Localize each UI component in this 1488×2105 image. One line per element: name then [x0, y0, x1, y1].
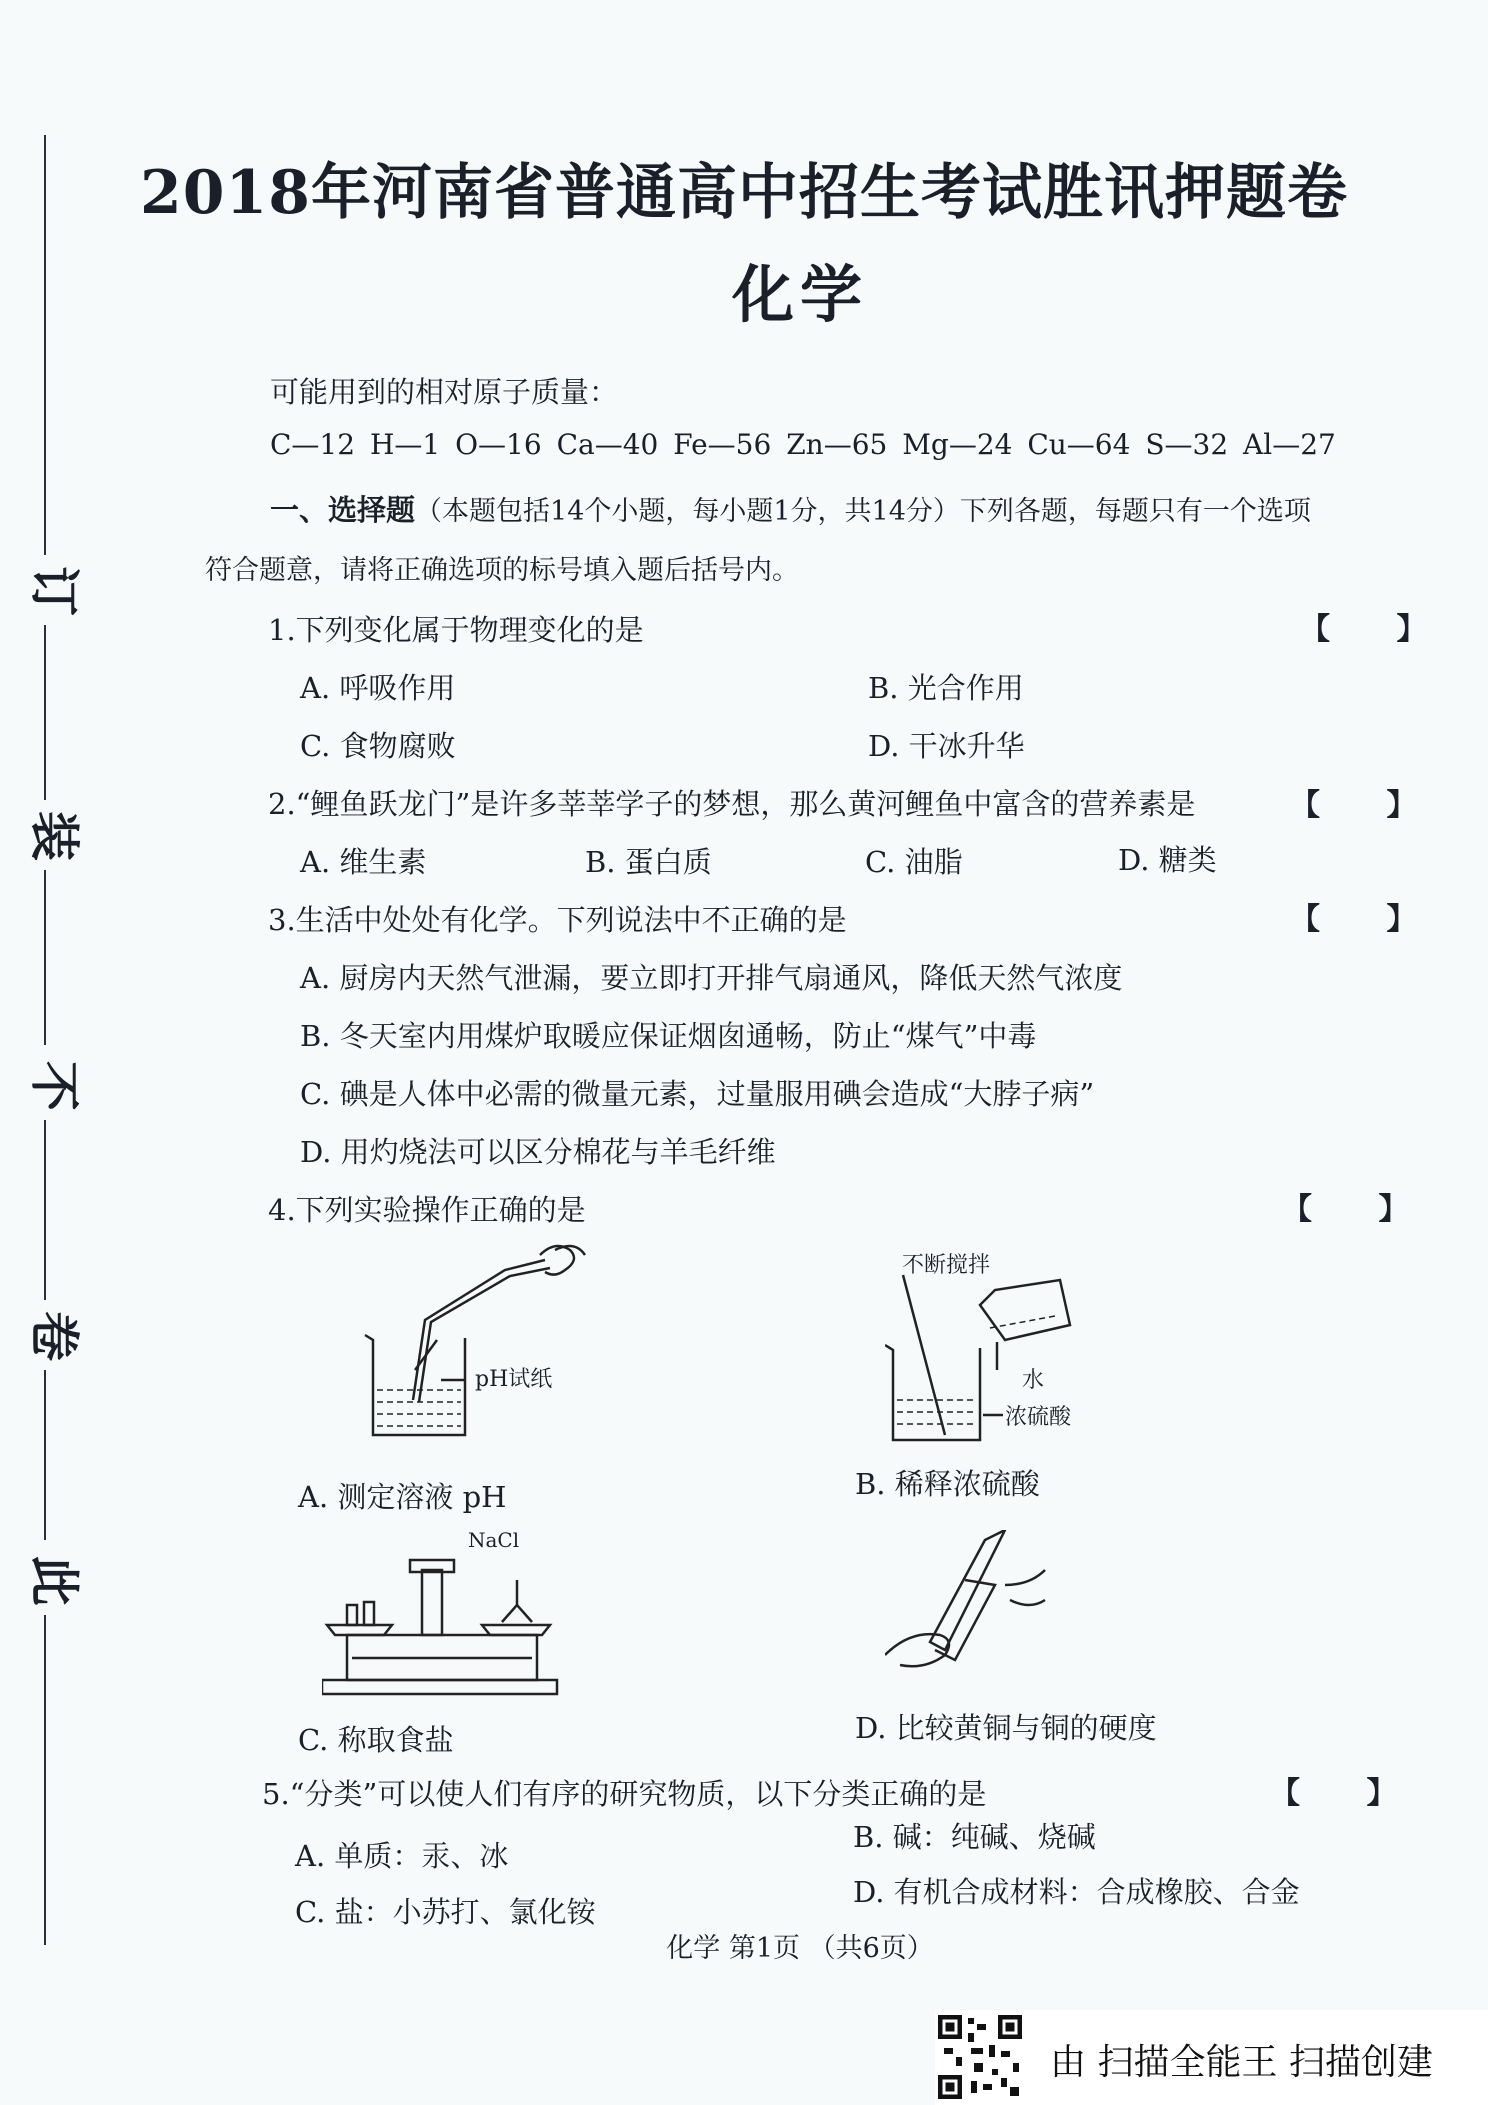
atomic-mass-label: 可能用到的相对原子质量： — [270, 375, 619, 409]
page-footer: 化学 第1页 （共6页） — [666, 1933, 934, 1964]
option-5b: B. 碱：纯碱、烧碱 — [853, 1820, 1096, 1854]
label-nacl: NaCl — [468, 1528, 520, 1552]
binding-char: 卷 — [25, 1311, 84, 1361]
label-ph-paper: pH试纸 — [475, 1367, 553, 1392]
binding-char: 不 — [25, 1061, 84, 1111]
label-water: 水 — [1022, 1368, 1045, 1393]
qr-code-icon — [935, 2012, 1025, 2102]
option-2a: A. 维生素 — [300, 845, 427, 879]
question-4-stem: 4.下列实验操作正确的是 — [268, 1193, 586, 1227]
question-3-stem: 3.生活中处处有化学。下列说法中不正确的是 — [268, 903, 847, 937]
binding-char: 装 — [25, 811, 84, 861]
section-instructions-line2: 符合题意，请将正确选项的标号填入题后括号内。 — [205, 555, 799, 586]
option-2d: D. 糖类 — [1118, 843, 1217, 877]
figure-balance — [322, 1540, 562, 1700]
binding-line — [44, 1370, 46, 1540]
binding-char: 此 — [25, 1556, 84, 1606]
label-acid: 浓硫酸 — [1005, 1405, 1072, 1430]
option-1a: A. 呼吸作用 — [300, 671, 456, 705]
option-1b: B. 光合作用 — [868, 671, 1024, 705]
label-stir: 不断搅拌 — [902, 1253, 991, 1278]
atomic-mass-values: C—12 H—1 O—16 Ca—40 Fe—56 Zn—65 Mg—24 Cu—64 S—32 Al—27 — [270, 428, 1336, 461]
figure-ph-test — [355, 1240, 615, 1455]
question-5-stem: 5.“分类”可以使人们有序的研究物质，以下分类正确的是 — [262, 1777, 987, 1811]
answer-bracket[interactable]: 【 】 — [1300, 612, 1455, 647]
option-4c: C. 称取食盐 — [298, 1723, 454, 1757]
figure-dilute-acid — [885, 1270, 1105, 1450]
binding-char: 订 — [25, 566, 84, 616]
option-3d: D. 用灼烧法可以区分棉花与羊毛纤维 — [300, 1135, 776, 1169]
binding-line — [44, 870, 46, 1045]
question-1-stem: 1.下列变化属于物理变化的是 — [268, 613, 644, 647]
exam-title: 2018年河南省普通高中招生考试胜讯押题卷 — [140, 158, 1348, 228]
option-2b: B. 蛋白质 — [585, 845, 712, 879]
binding-line — [44, 625, 46, 800]
option-4a: A. 测定溶液 pH — [298, 1480, 507, 1514]
answer-bracket[interactable]: 【 】 — [1270, 1776, 1425, 1811]
question-2-stem: 2.“鲤鱼跃龙门”是许多莘莘学子的梦想，那么黄河鲤鱼中富含的营养素是 — [268, 787, 1196, 821]
answer-bracket[interactable]: 【 】 — [1290, 788, 1445, 823]
option-5a: A. 单质：汞、冰 — [295, 1839, 509, 1873]
binding-line — [44, 1615, 46, 1945]
answer-bracket[interactable]: 【 】 — [1290, 902, 1445, 937]
option-4d: D. 比较黄铜与铜的硬度 — [855, 1711, 1157, 1745]
section-heading: 一、选择题 — [270, 493, 416, 527]
option-2c: C. 油脂 — [865, 845, 963, 879]
binding-line — [44, 1120, 46, 1300]
section-instructions-text: （本题包括14个小题，每小题1分，共14分）下列各题，每题只有一个选项 — [415, 496, 1311, 527]
option-3b: B. 冬天室内用煤炉取暖应保证烟囱通畅，防止“煤气”中毒 — [300, 1019, 1037, 1053]
option-5c: C. 盐：小苏打、氯化铵 — [295, 1895, 596, 1929]
subject-title: 化学 — [731, 258, 868, 331]
figure-hardness — [885, 1530, 1065, 1675]
scanner-watermark-text: 由 扫描全能王 扫描创建 — [1050, 2042, 1433, 2083]
option-4b: B. 稀释浓硫酸 — [855, 1467, 1040, 1501]
option-1c: C. 食物腐败 — [300, 729, 456, 763]
option-5d: D. 有机合成材料：合成橡胶、合金 — [853, 1875, 1300, 1909]
answer-bracket[interactable]: 【 】 — [1282, 1192, 1437, 1227]
option-1d: D. 干冰升华 — [868, 729, 1025, 763]
option-3a: A. 厨房内天然气泄漏，要立即打开排气扇通风，降低天然气浓度 — [300, 961, 1123, 995]
option-3c: C. 碘是人体中必需的微量元素，过量服用碘会造成“大脖子病” — [300, 1077, 1095, 1111]
section-instructions-line1 — [270, 488, 1311, 529]
